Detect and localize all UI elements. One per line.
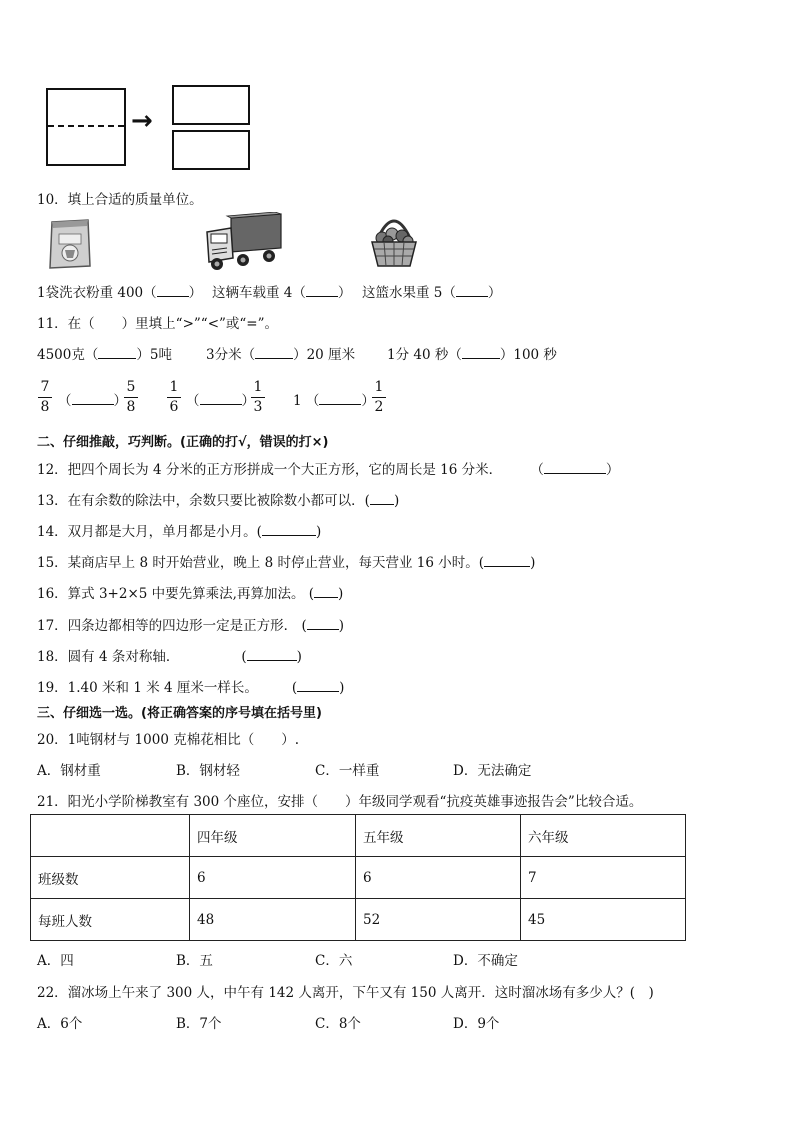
small-rectangle-top	[172, 85, 250, 125]
table-cell: 7	[521, 857, 686, 899]
q11-fraction-blank-2[interactable]	[200, 392, 242, 405]
fraction-numerator: 7	[40, 379, 50, 395]
fraction-denominator: 6	[169, 399, 179, 415]
question-18-text: 18．圆有 4 条对称轴．	[37, 649, 180, 665]
table-row	[31, 899, 686, 941]
question-13-text: 13．在有余数的除法中，余数只要比被除数小都可以．(	[37, 493, 370, 509]
q11-compare-3-left: 1分 40 秒（	[387, 347, 462, 363]
q20-option-d[interactable]: D．无法确定	[453, 763, 532, 779]
q10-item-1-prefix: 1袋洗衣粉重 400（	[37, 285, 157, 301]
close-paren: )	[393, 493, 400, 509]
question-14-text: 14．双月都是大月，单月都是小月。(	[37, 524, 262, 540]
open-paren: （	[186, 393, 200, 409]
question-21: 21．阳光小学阶梯教室有 300 个座位，安排（ ）年级同学观看“抗疫英雄事迹报告会”比较合适。	[37, 794, 643, 810]
q22-option-a[interactable]: A．6个	[37, 1016, 83, 1032]
fraction-denominator: 2	[374, 399, 384, 415]
question-17-text: 17．四条边都相等的四边形一定是正方形． (	[37, 618, 307, 634]
q22-option-b[interactable]: B．7个	[176, 1016, 222, 1032]
question-22: 22．溜冰场上午来了 300 人，中午有 142 人离开，下午又有 150 人离开．这时溜冰场有多少人？( )	[37, 985, 654, 1001]
fraction-1-6	[167, 379, 181, 416]
table-cell: 48	[190, 899, 356, 941]
q10-blank-1[interactable]	[157, 284, 189, 297]
fraction-denominator: 3	[253, 399, 263, 415]
table-cell: 6	[190, 857, 356, 899]
q10-item-3-prefix: 这篮水果重 5（	[362, 285, 456, 301]
table-cell: 每班人数	[31, 899, 190, 941]
q20-option-c[interactable]: C．一样重	[315, 763, 380, 779]
q11-compare-2-right: ）20 厘米	[293, 347, 356, 363]
question-12-text: 12．把四个周长为 4 分米的正方形拼成一个大正方形，它的周长是 16 分米．	[37, 462, 503, 478]
arrow-icon: →	[131, 106, 153, 136]
q11-blank-2[interactable]	[255, 346, 293, 359]
close-paren: )	[296, 649, 302, 665]
question-15	[37, 551, 535, 571]
q10-item-2	[212, 281, 351, 301]
q13-answer-blank[interactable]	[370, 492, 394, 505]
question-19	[37, 676, 344, 696]
q11-fraction-blank-3[interactable]	[319, 392, 361, 405]
open-paren: （	[530, 462, 544, 478]
q11-compare-2-left: 3分米（	[206, 347, 256, 363]
q11-compare-1-right: ）5吨	[136, 347, 172, 363]
q10-item-1-suffix: ）	[188, 285, 203, 301]
q10-item-2-prefix: 这辆车载重 4（	[212, 285, 306, 301]
q10-item-3-suffix: ）	[487, 285, 502, 301]
question-17	[37, 614, 344, 634]
table-header-cell	[31, 815, 190, 857]
q10-item-3	[362, 281, 501, 301]
q11-compare-1-left: 4500克（	[37, 347, 99, 363]
question-10: 10．填上合适的质量单位。	[37, 192, 203, 208]
q12-answer-blank[interactable]	[544, 461, 606, 474]
open-paren: （	[305, 393, 320, 409]
table-cell: 52	[356, 899, 521, 941]
small-rectangle-bottom	[172, 130, 250, 170]
q11-compare-1	[37, 343, 172, 363]
q11-fraction-compare-2	[186, 389, 255, 409]
q21-option-c[interactable]: C．六	[315, 953, 353, 969]
question-19-text: 19．1.40 米和 1 米 4 厘米一样长。	[37, 680, 258, 696]
close-paren: ）	[113, 393, 127, 409]
question-14	[37, 520, 321, 540]
q11-compare-3-right: ）100 秒	[499, 347, 557, 363]
fraction-denominator: 8	[40, 399, 50, 415]
question-16-text: 16．算式 3+2×5 中要先算乘法,再算加法。 (	[37, 586, 315, 602]
q16-answer-blank[interactable]	[314, 585, 338, 598]
question-12	[37, 458, 619, 478]
table-cell: 45	[521, 899, 686, 941]
q10-blank-2[interactable]	[306, 284, 338, 297]
q14-answer-blank[interactable]	[262, 523, 316, 536]
q11-fraction-blank-1[interactable]	[72, 392, 114, 405]
open-paren: （	[58, 393, 72, 409]
question-16	[37, 582, 343, 602]
fraction-1-2	[372, 379, 386, 416]
question-11: 11．在（ ）里填上“>”“<”或“=”。	[37, 316, 279, 332]
q21-option-b[interactable]: B．五	[176, 953, 213, 969]
q15-answer-blank[interactable]	[484, 554, 530, 567]
fraction-numerator: 1	[374, 379, 384, 395]
section-2-title: 二、仔细推敲，巧判断。(正确的打√，错误的打×)	[37, 435, 329, 450]
table-row	[31, 857, 686, 899]
seat-table	[30, 814, 686, 941]
truck-icon	[203, 212, 283, 272]
table-header-cell: 四年级	[190, 815, 356, 857]
q10-blank-3[interactable]	[456, 284, 488, 297]
table-header-row	[31, 815, 686, 857]
table-header-cell: 五年级	[356, 815, 521, 857]
close-paren: )	[338, 618, 345, 634]
detergent-bag-icon	[46, 218, 94, 270]
q20-option-a[interactable]: A．钢材重	[37, 763, 101, 779]
fraction-denominator: 8	[126, 399, 136, 415]
fruit-basket-icon	[368, 210, 420, 270]
close-paren: )	[530, 555, 536, 571]
dashed-line	[48, 125, 124, 127]
close-paren: )	[339, 680, 345, 696]
q21-option-d[interactable]: D．不确定	[453, 953, 518, 969]
fraction-1-3	[251, 379, 265, 416]
question-20: 20．1吨钢材与 1000 克棉花相比（ ）.	[37, 732, 299, 748]
fraction-numerator: 1	[169, 379, 179, 395]
q19-answer-blank[interactable]	[297, 679, 339, 692]
table-cell: 6	[356, 857, 521, 899]
fraction-numerator: 5	[126, 379, 136, 395]
q11-blank-1[interactable]	[98, 346, 136, 359]
close-paren: )	[338, 586, 344, 602]
q17-answer-blank[interactable]	[307, 617, 339, 630]
q10-item-2-suffix: ）	[337, 285, 352, 301]
question-18	[37, 645, 302, 665]
table-cell: 班级数	[31, 857, 190, 899]
q11-compare-3	[387, 343, 557, 363]
fraction-7-8	[38, 379, 52, 416]
q10-item-1	[37, 281, 202, 301]
q11-fraction-compare-1	[58, 389, 127, 409]
big-rectangle	[46, 88, 126, 166]
q11-compare-2	[206, 343, 355, 363]
q21-option-a[interactable]: A．四	[37, 953, 74, 969]
fraction-5-8	[124, 379, 138, 416]
close-paren: ）	[241, 393, 255, 409]
close-paren: ）	[361, 393, 375, 409]
fraction-numerator: 1	[253, 379, 263, 395]
close-paren: )	[315, 524, 322, 540]
q22-option-c[interactable]: C．8个	[315, 1016, 361, 1032]
q11-blank-3[interactable]	[462, 346, 500, 359]
question-13	[37, 489, 399, 509]
open-paren: (	[291, 680, 298, 696]
close-paren: ）	[605, 462, 620, 478]
q20-option-b[interactable]: B．钢材轻	[176, 763, 240, 779]
question-15-text: 15．某商店早上 8 时开始营业，晚上 8 时停止营业，每天营业 16 小时。(	[37, 555, 485, 571]
q11-fraction-compare-3	[293, 389, 375, 409]
q18-answer-blank[interactable]	[247, 648, 297, 661]
whole-number: 1	[293, 393, 302, 409]
open-paren: (	[241, 649, 247, 665]
table-header-cell: 六年级	[521, 815, 686, 857]
section-3-title: 三、仔细选一选。(将正确答案的序号填在括号里)	[37, 706, 322, 721]
q22-option-d[interactable]: D．9个	[453, 1016, 500, 1032]
